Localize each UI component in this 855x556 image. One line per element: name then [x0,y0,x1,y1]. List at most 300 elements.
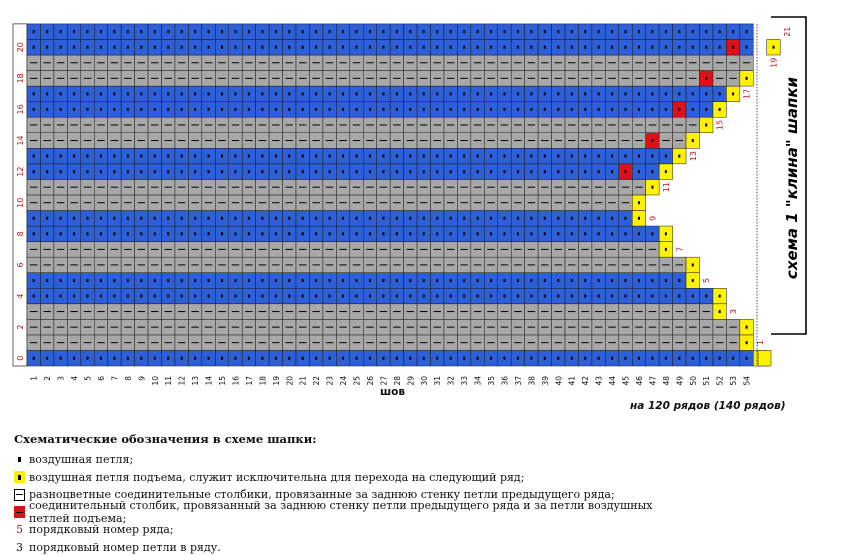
chain-mark [140,46,142,49]
row-number-label: 16 [16,104,25,114]
chain-mark [651,92,653,95]
chain-mark [450,279,452,282]
column-number-label: 35 [487,376,496,386]
chain-mark [208,92,210,95]
chain-mark [369,92,371,95]
chain-mark [234,232,236,235]
column-number-label: 40 [554,376,563,386]
column-number-label: 16 [231,376,240,386]
chain-mark [490,357,492,360]
chain-mark [611,232,613,235]
column-number-label: 4 [70,376,79,381]
chain-mark [557,279,559,282]
chain-mark [678,108,680,111]
chain-mark [544,108,546,111]
chain-mark [140,232,142,235]
chain-mark [598,92,600,95]
chain-mark [261,155,263,158]
column-number-label: 25 [353,376,362,386]
column-number-label: 30 [420,376,429,386]
chain-mark [369,217,371,220]
chain-mark [450,232,452,235]
chain-mark [584,30,586,33]
row-end-label: 13 [689,151,698,161]
turning-chain-mark [746,77,748,80]
chain-mark [315,232,317,235]
chain-mark [692,108,694,111]
chain-mark [234,108,236,111]
chain-mark [329,357,331,360]
chain-mark [261,170,263,173]
chain-mark [288,295,290,298]
chain-mark [409,170,411,173]
chain-mark [517,279,519,282]
chain-mark [625,279,627,282]
chain-mark [73,295,75,298]
chain-mark [382,217,384,220]
chain-mark [46,155,48,158]
chain-mark [33,108,35,111]
chain-mark [544,217,546,220]
chain-mark [651,170,653,173]
chain-mark [167,92,169,95]
column-number-label: 12 [178,376,187,386]
chain-mark [382,92,384,95]
chain-mark [33,46,35,49]
column-number-label: 24 [339,376,348,386]
turning-chain-mark [638,217,640,220]
chain-mark [46,92,48,95]
chain-mark [73,30,75,33]
chain-mark [100,217,102,220]
chain-mark [356,357,358,360]
chain-mark [369,30,371,33]
chain-mark [477,295,479,298]
column-number-label: 27 [379,376,388,386]
chain-mark [329,46,331,49]
chain-mark [746,357,748,360]
column-number-label: 17 [245,376,254,386]
chain-mark [450,357,452,360]
turning-chain-mark [692,279,694,282]
chain-mark [73,217,75,220]
scheme-title: схема 1 "клина" шапки [783,76,801,279]
chain-mark [530,30,532,33]
chain-mark [329,30,331,33]
chain-mark [194,108,196,111]
chain-mark [87,92,89,95]
column-number-label: 15 [218,376,227,386]
chain-mark [113,46,115,49]
chain-mark [490,92,492,95]
chain-mark [611,357,613,360]
chain-mark [705,77,707,80]
chain-mark [342,217,344,220]
row-end-label: 5 [702,278,711,283]
chain-mark [409,295,411,298]
chain-mark [651,155,653,158]
chain-mark [382,108,384,111]
chain-mark [302,155,304,158]
chain-mark [490,217,492,220]
chain-mark [315,92,317,95]
chain-mark [248,357,250,360]
chain-mark [665,30,667,33]
chain-mark [651,46,653,49]
chain-mark [194,279,196,282]
column-number-label: 44 [608,376,617,386]
chain-mark [503,357,505,360]
chain-mark [692,357,694,360]
column-number-label: 29 [406,376,415,386]
chain-mark [517,217,519,220]
column-number-label: 10 [151,376,160,386]
chain-mark [87,30,89,33]
chain-mark [705,357,707,360]
chain-mark [261,279,263,282]
chain-mark [477,30,479,33]
chain-mark [181,217,183,220]
chain-mark [329,217,331,220]
chain-mark [584,279,586,282]
chain-mark [221,155,223,158]
chain-mark [369,170,371,173]
chain-mark [87,357,89,360]
chain-mark [490,170,492,173]
chain-mark [450,92,452,95]
chain-mark [530,232,532,235]
chain-mark [87,232,89,235]
chain-mark [234,92,236,95]
chain-mark [678,357,680,360]
chain-mark [329,108,331,111]
chain-mark [113,92,115,95]
chain-mark [705,295,707,298]
legend-text: порядковый номер петли в ряду. [29,541,221,554]
chain-mark [369,155,371,158]
chain-mark [382,155,384,158]
chain-mark [665,357,667,360]
chain-mark [221,217,223,220]
row-number-symbol: 5 [14,524,25,536]
chain-mark [665,155,667,158]
column-number-label: 38 [527,376,536,386]
chain-mark [46,217,48,220]
chain-mark [571,108,573,111]
chain-mark [705,92,707,95]
chain-mark [140,170,142,173]
chain-mark [194,92,196,95]
chain-mark [436,217,438,220]
chain-mark [234,357,236,360]
chain-mark [423,232,425,235]
chain-mark [275,108,277,111]
row-number-label: 14 [16,135,25,145]
chain-mark [60,232,62,235]
chain-mark [625,357,627,360]
chain-mark [530,170,532,173]
chain-mark [598,108,600,111]
chain-mark [611,30,613,33]
chain-mark [477,217,479,220]
chain-mark [396,295,398,298]
chain-mark [571,170,573,173]
chain-mark [544,295,546,298]
chain-mark [221,170,223,173]
chain-mark [221,279,223,282]
column-number-label: 8 [124,376,133,381]
chain-mark [87,155,89,158]
chain-mark [557,46,559,49]
chain-mark [436,170,438,173]
chain-mark [275,357,277,360]
row-end-label: 11 [662,182,671,192]
chain-mark [436,108,438,111]
chain-mark [261,232,263,235]
chain-mark [329,232,331,235]
chain-mark [477,170,479,173]
chain-mark [530,155,532,158]
chain-mark [234,217,236,220]
turning-chain-mark [746,341,748,344]
row-number-label: 6 [16,262,25,267]
chain-mark [503,155,505,158]
chain-mark [113,279,115,282]
chain-mark [450,46,452,49]
chain-mark [665,92,667,95]
chain-mark [73,279,75,282]
column-number-label: 13 [191,376,200,386]
chain-mark [423,46,425,49]
chain-mark [154,279,156,282]
chain-mark [275,295,277,298]
turning-chain-icon [14,471,25,483]
chain-mark [33,232,35,235]
legend [14,432,694,556]
chain-mark [194,155,196,158]
chain-mark [221,92,223,95]
chain-mark [127,30,129,33]
column-number-label: 50 [689,376,698,386]
chain-mark [275,217,277,220]
chain-mark [60,108,62,111]
chain-mark [329,279,331,282]
turning-chain-mark [719,108,721,111]
chain-mark [450,30,452,33]
chain-mark [167,279,169,282]
chain-mark [396,357,398,360]
chain-mark [302,279,304,282]
chain-mark [181,170,183,173]
turning-chain-mark [772,46,774,49]
chain-mark [181,108,183,111]
legend-title: Схематические обозначения в схеме шапки: [14,432,694,446]
chain-mark [369,108,371,111]
chain-mark [557,170,559,173]
chain-mark [288,155,290,158]
chain-mark [530,92,532,95]
chain-mark [73,155,75,158]
chain-mark [490,279,492,282]
chain-mark [638,170,640,173]
chain-mark [100,108,102,111]
chain-mark [356,279,358,282]
column-number-label: 45 [622,376,631,386]
chain-mark [221,30,223,33]
chain-mark [651,279,653,282]
chain-mark [463,357,465,360]
chain-mark [517,295,519,298]
chain-mark [288,30,290,33]
joining-slip-stitch-icon [14,506,25,518]
chain-mark [73,108,75,111]
chain-mark [100,92,102,95]
chain-mark [396,155,398,158]
chain-mark [463,217,465,220]
legend-item-turning-chain [14,469,694,487]
chain-mark [33,295,35,298]
chain-mark [571,295,573,298]
turning-chain-mark [732,92,734,95]
chain-mark [544,357,546,360]
chain-mark [503,217,505,220]
chain-mark [450,155,452,158]
chain-mark [87,108,89,111]
chain-mark [154,170,156,173]
row-end-label: 17 [743,89,752,99]
chain-mark [423,92,425,95]
chain-mark [234,279,236,282]
chain-mark [46,232,48,235]
chain-mark [719,30,721,33]
chain-mark [140,279,142,282]
chain-mark [638,232,640,235]
chain-mark [746,46,748,49]
row-number-label: 0 [16,356,25,361]
chain-mark [127,108,129,111]
chain-mark [517,170,519,173]
chain-mark [315,30,317,33]
chain-mark [208,170,210,173]
chain-mark [651,139,653,142]
chain-mark [369,279,371,282]
row-end-label: 9 [648,216,657,221]
legend-item-joining-slip-stitch [14,504,694,522]
legend-item-chain [14,451,694,469]
chain-mark [154,232,156,235]
row-number-label: 4 [16,293,25,298]
chain-mark [140,92,142,95]
row-end-label: 3 [729,309,738,314]
chain-mark [436,357,438,360]
column-number-label: 43 [595,376,604,386]
chain-mark [638,46,640,49]
column-number-label: 32 [447,376,456,386]
chain-mark [584,357,586,360]
chain-mark [463,30,465,33]
chain-mark [557,108,559,111]
chain-mark [530,108,532,111]
chain-mark [167,232,169,235]
chain-mark [544,232,546,235]
chain-mark [315,108,317,111]
column-number-label: 48 [662,376,671,386]
chain-mark [140,108,142,111]
chain-mark [100,279,102,282]
chain-mark [234,170,236,173]
chain-mark [87,46,89,49]
chain-mark [530,217,532,220]
chain-mark [140,217,142,220]
chain-mark [46,357,48,360]
chain-mark [571,232,573,235]
chain-mark [140,357,142,360]
chain-mark [463,46,465,49]
chain-mark [208,30,210,33]
chain-mark [342,46,344,49]
chain-mark [423,30,425,33]
chain-mark [651,30,653,33]
chain-mark [113,155,115,158]
chain-mark [423,217,425,220]
chain-mark [409,232,411,235]
chain-mark [598,279,600,282]
chain-mark [288,92,290,95]
chain-mark [503,108,505,111]
chain-mark [60,217,62,220]
chain-mark [288,232,290,235]
chain-stitch-icon [14,454,25,466]
chain-mark [248,279,250,282]
chain-mark [275,155,277,158]
chain-mark [127,46,129,49]
chain-mark [167,357,169,360]
chain-mark [87,279,89,282]
chain-mark [87,295,89,298]
chain-mark [127,279,129,282]
chain-mark [194,30,196,33]
chain-mark [261,30,263,33]
chain-mark [167,30,169,33]
chain-mark [342,279,344,282]
chain-mark [423,170,425,173]
chain-mark [329,92,331,95]
chain-mark [396,170,398,173]
chain-mark [302,217,304,220]
chain-mark [208,357,210,360]
chain-mark [625,92,627,95]
chain-mark [692,46,694,49]
chain-mark [490,46,492,49]
chain-mark [181,357,183,360]
chain-mark [342,232,344,235]
chain-mark [248,232,250,235]
chain-mark [140,30,142,33]
chain-mark [409,279,411,282]
row-end-label: 19 [769,58,778,68]
chain-mark [181,46,183,49]
chain-mark [544,30,546,33]
chain-mark [342,108,344,111]
chain-mark [275,92,277,95]
chain-mark [208,217,210,220]
turning-chain-cell [758,350,771,366]
chain-mark [167,46,169,49]
chain-mark [396,30,398,33]
chain-mark [208,232,210,235]
chain-mark [33,92,35,95]
chain-mark [477,279,479,282]
